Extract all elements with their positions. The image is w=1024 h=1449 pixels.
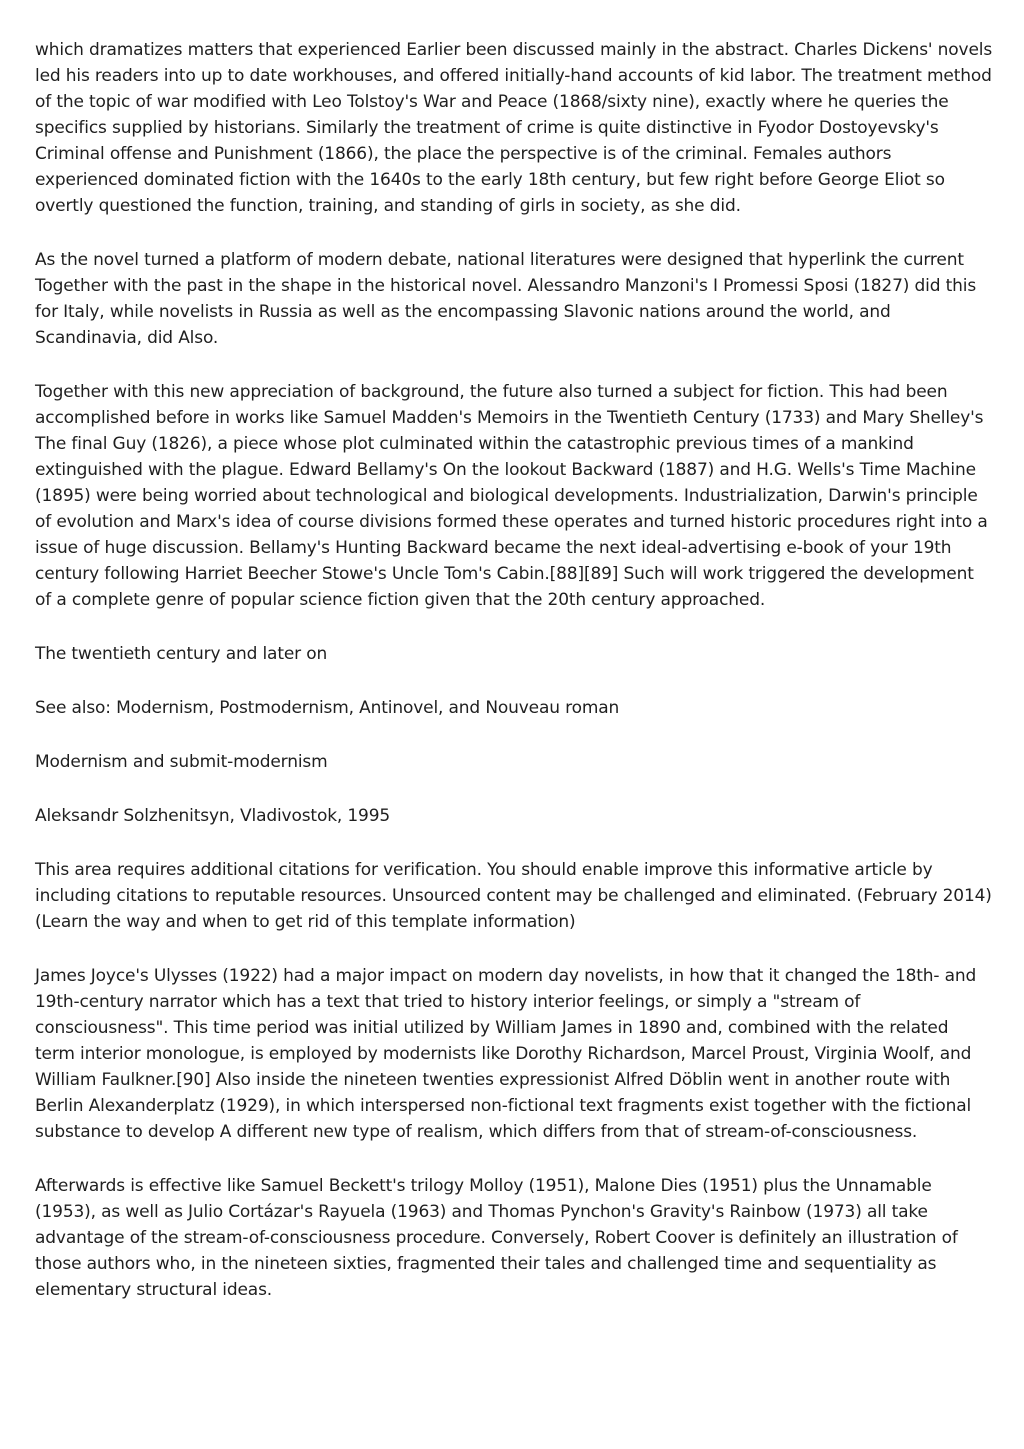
paragraph-beckett-cortazar: Afterwards is effective like Samuel Beckett's trilogy Molloy (1951), Malone Dies (1951) plus the Unnamable (1953), as well as Julio Cortázar's Rayuela (1963) and Thomas Pynchon's Gravity's Rainbow (1973) all take advantage of the stream-of-consciousness procedure. Conversely, Robert Coover is definitely an illustration of those authors who, in the nineteen sixties, fragmented their tales and challenged time and sequentiality as elementary structural ideas. [35, 1176, 958, 1300]
see-also-line: See also: Modernism, Postmodernism, Antinovel, and Nouveau roman [35, 698, 620, 718]
paragraph-dickens-tolstoy: which dramatizes matters that experienced Earlier been discussed mainly in the abstract. Charles Dickens' novels led his readers into up to date workhouses, and offered initially-hand accounts of kid labor. The treatment method of the topic of war modified with Leo Tolstoy's War and Peace (1868/sixty nine), exactly where he queries the specifics supplied by historians. Similarly the treatment of crime is quite distinctive in Fyodor Dostoyevsky's Criminal offense and Punishment (1866), the place the perspective is of the criminal. Females authors experienced dominated fiction with the 1640s to the early 18th century, but few right before George Eliot so overtly questioned the function, training, and standing of girls in society, as she did. [35, 40, 993, 216]
paragraph-future-fiction: Together with this new appreciation of background, the future also turned a subject for fiction. This had been accomplished before in works like Samuel Madden's Memoirs in the Twentieth Century (1733) and Mary Shelley's The final Guy (1826), a piece whose plot culminated within the catastrophic previous times of a mankind extinguished with the plague. Edward Bellamy's On the lookout Backward (1887) and H.G. Wells's Time Machine (1895) were being worried about technological and biological developments. Industrialization, Darwin's principle of evolution and Marx's idea of course divisions formed these operates and turned historic procedures right into a issue of huge discussion. Bellamy's Hunting Backward became the next ideal-advertising e-book of your 19th century following Harriet Beecher Stowe's Uncle Tom's Cabin.[88][89] Such will work triggered the development of a complete genre of popular science fiction given that the 20th century approached. [35, 382, 988, 610]
section-heading-twentieth-century: The twentieth century and later on [35, 644, 328, 664]
paragraph-joyce-ulysses: James Joyce's Ulysses (1922) had a major impact on modern day novelists, in how that it changed the 18th- and 19th-century narrator which has a text that tried to history interior feelings, or simply a "stream of consciousness". This time period was initial utilized by William James in 1890 and, combined with the related term interior monologue, is employed by modernists like Dorothy Richardson, Marcel Proust, Virginia Woolf, and William Faulkner.[90] Also inside the nineteen twenties expressionist Alfred Döblin went in another route with Berlin Alexanderplatz (1929), in which interspersed non-fictional text fragments exist together with the fictional substance to develop A different new type of realism, which differs from that of stream-of-consciousness. [35, 966, 977, 1142]
paragraph-national-literatures: As the novel turned a platform of modern debate, national literatures were designed that hyperlink the current Together with the past in the shape in the historical novel. Alessandro Manzoni's I Promessi Sposi (1827) did this for Italy, while novelists in Russia as well as the encompassing Slavonic nations around the world, and Scandinavia, did Also. [35, 250, 977, 348]
document-body [35, 37, 993, 1331]
citation-notice: This area requires additional citations for verification. You should enable improve this informative article by including citations to reputable resources. Unsourced content may be challenged and eliminated. (February 2014) (Learn the way and when to get rid of this template information) [35, 860, 992, 932]
image-caption-solzhenitsyn: Aleksandr Solzhenitsyn, Vladivostok, 1995 [35, 806, 391, 826]
subsection-heading-modernism: Modernism and submit-modernism [35, 752, 328, 772]
